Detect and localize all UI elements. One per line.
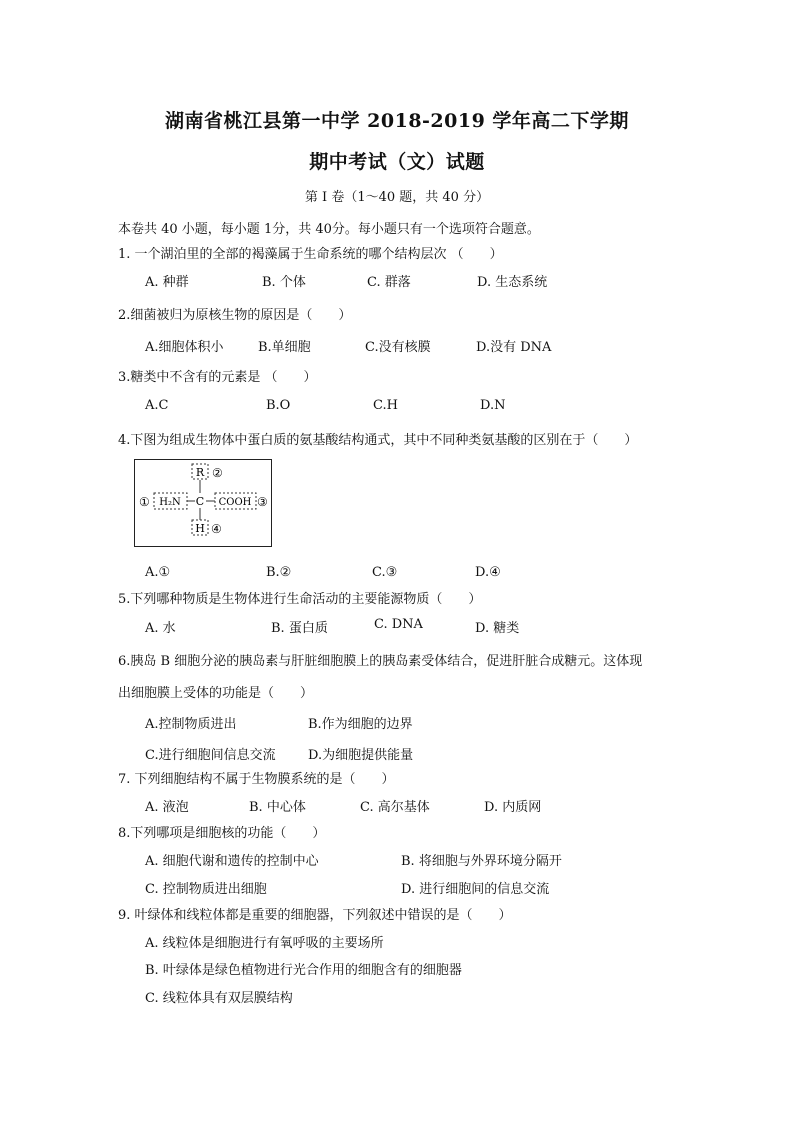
central-carbon-label: C (195, 495, 205, 508)
q3-option-b: B.O (266, 398, 291, 413)
q2-option-d: D.没有 DNA (476, 340, 552, 355)
question-5-stem: 5.下列哪种物质是生物体进行生命活动的主要能源物质（ ） (118, 592, 482, 607)
q1-option-d: D. 生态系统 (477, 275, 548, 290)
q7-option-c: C. 高尔基体 (360, 800, 430, 815)
q6-option-d: D.为细胞提供能量 (308, 748, 414, 763)
q6-option-b: B.作为细胞的边界 (308, 717, 413, 732)
carboxyl-group-label: COOH (218, 497, 252, 508)
amino-group-label: H₂N (159, 497, 181, 508)
question-2-stem: 2.细菌被归为原核生物的原因是（ ） (118, 308, 352, 323)
r-group-label: R (195, 466, 205, 479)
q8-option-d: D. 进行细胞间的信息交流 (401, 882, 550, 897)
q1-option-b: B. 个体 (262, 275, 306, 290)
question-6-stem: 6.胰岛 B 细胞分泌的胰岛素与肝脏细胞膜上的胰岛素受体结合，促进肝脏合成糖元。这体现 (118, 654, 643, 669)
q9-option-a: A. 线粒体是细胞进行有氧呼吸的主要场所 (145, 936, 384, 951)
question-3-stem: 3.糖类中不含有的元素是 （ ） (118, 370, 317, 385)
q7-option-d: D. 内质网 (484, 800, 542, 815)
q5-option-b: B. 蛋白质 (271, 621, 328, 636)
q2-option-a: A.细胞体积小 (145, 340, 224, 355)
q8-option-c: C. 控制物质进出细胞 (145, 882, 267, 897)
marker-4: ④ (211, 522, 222, 536)
marker-2: ② (212, 466, 223, 480)
question-6-stem-continued: 出细胞膜上受体的功能是（ ） (118, 686, 314, 701)
document-title: 湖南省桃江县第一中学 2018-2019 学年高二下学期 (165, 110, 629, 132)
question-7-stem: 7. 下列细胞结构不属于生物膜系统的是（ ） (118, 772, 395, 787)
q9-option-c: C. 线粒体具有双层膜结构 (145, 991, 293, 1006)
q4-option-b: B.② (266, 565, 292, 580)
q1-option-c: C. 群落 (367, 275, 411, 290)
section-heading: 第 I 卷（1～40 题，共 40 分） (304, 190, 490, 205)
q9-option-b: B. 叶绿体是绿色植物进行光合作用的细胞含有的细胞器 (145, 963, 462, 978)
document-subtitle: 期中考试（文）试题 (309, 151, 485, 173)
q8-option-b: B. 将细胞与外界环境分隔开 (401, 854, 562, 869)
q2-option-c: C.没有核膜 (365, 340, 431, 355)
q8-option-a: A. 细胞代谢和遗传的控制中心 (145, 854, 319, 869)
q2-option-b: B.单细胞 (258, 340, 311, 355)
amino-acid-structure-diagram (134, 459, 272, 547)
question-4-stem: 4.下图为组成生物体中蛋白质的氨基酸结构通式，其中不同种类氨基酸的区别在于（ ） (118, 433, 638, 448)
q3-option-a: A.C (145, 398, 169, 413)
q5-option-c: C. DNA (374, 617, 423, 632)
q4-option-a: A.① (145, 565, 171, 580)
q4-option-c: C.③ (372, 565, 398, 580)
q1-option-a: A. 种群 (145, 275, 189, 290)
question-9-stem: 9. 叶绿体和线粒体都是重要的细胞器，下列叙述中错误的是（ ） (118, 908, 512, 923)
q3-option-d: D.N (480, 398, 506, 413)
marker-3: ③ (257, 495, 268, 509)
q4-option-d: D.④ (475, 565, 501, 580)
q6-option-c: C.进行细胞间信息交流 (145, 748, 276, 763)
question-1-stem: 1. 一个湖泊里的全部的褐藻属于生命系统的哪个结构层次 （ ） (118, 247, 503, 262)
q5-option-a: A. 水 (145, 621, 176, 636)
q5-option-d: D. 糖类 (475, 621, 520, 636)
question-8-stem: 8.下列哪项是细胞核的功能（ ） (118, 826, 326, 841)
instructions: 本卷共 40 小题，每小题 1分，共 40分。每小题只有一个选项符合题意。 (118, 222, 540, 237)
marker-1: ① (139, 495, 150, 509)
q3-option-c: C.H (373, 398, 398, 413)
q6-option-a: A.控制物质进出 (145, 717, 237, 732)
hydrogen-label: H (195, 522, 205, 535)
q7-option-b: B. 中心体 (249, 800, 306, 815)
q7-option-a: A. 液泡 (145, 800, 189, 815)
